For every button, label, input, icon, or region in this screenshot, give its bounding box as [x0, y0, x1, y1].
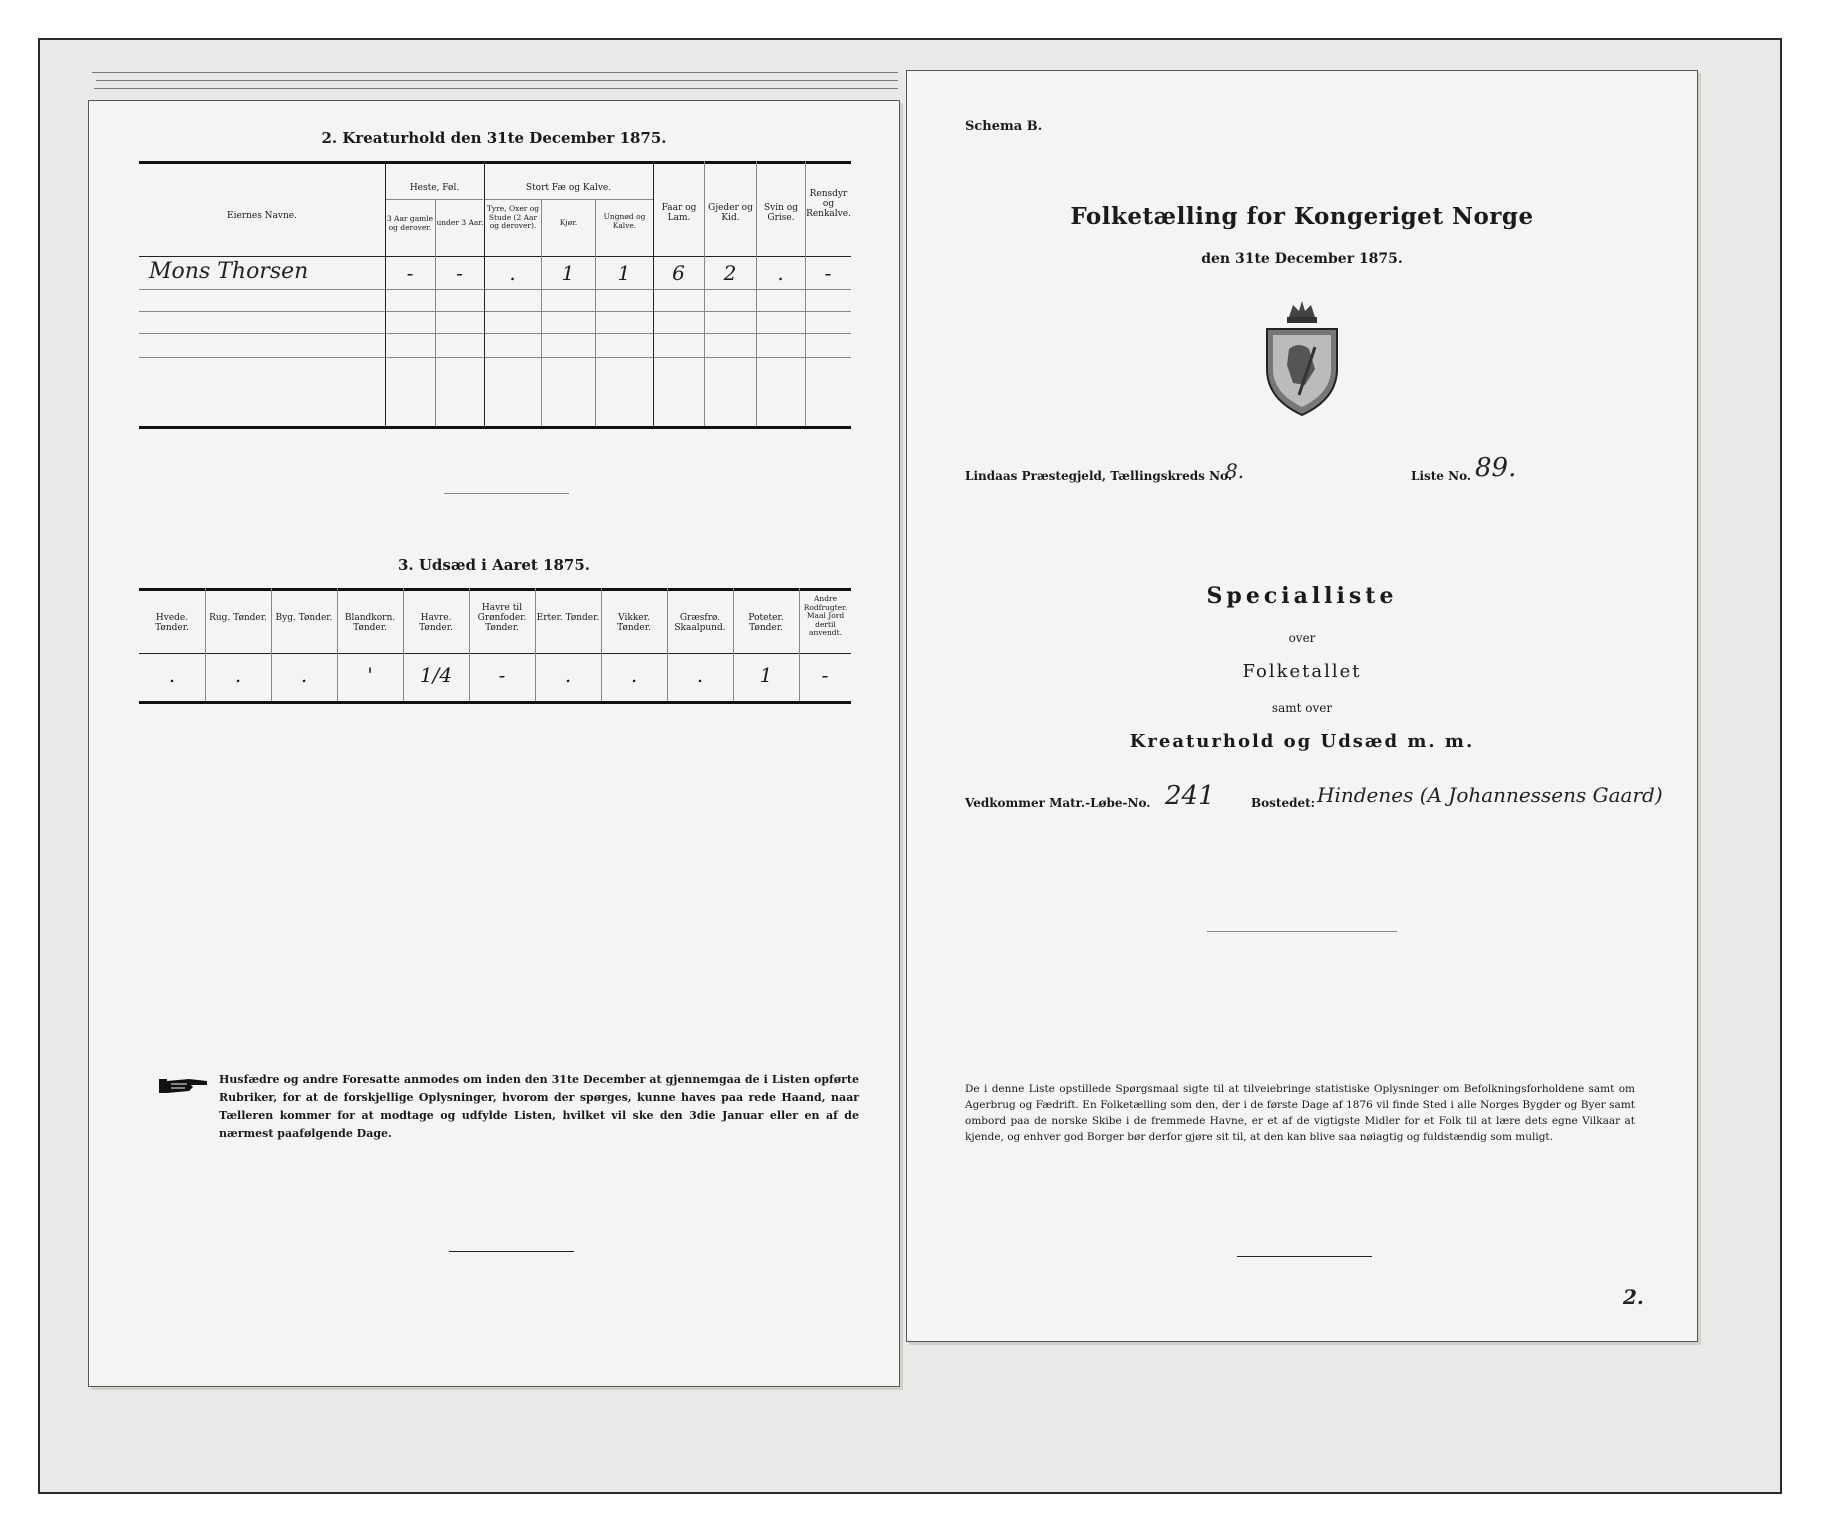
owner-header: Eiernes Navne.: [227, 211, 297, 221]
table-row-line: [139, 289, 851, 290]
sub-header: under 3 Aar.: [436, 218, 484, 227]
udsaed-value: 1/4: [419, 663, 453, 687]
group-rule: [385, 199, 483, 200]
col-line: [541, 199, 542, 426]
census-date: den 31te December 1875.: [1201, 251, 1403, 267]
table-row-line: [139, 311, 851, 312]
kreaturhold-text: Kreaturhold og Udsæd m. m.: [1129, 731, 1475, 752]
kreatur-value: .: [777, 261, 784, 285]
page-edge: [96, 80, 898, 81]
specialliste-title: Specialliste: [1206, 583, 1398, 609]
udsaed-value: -: [498, 663, 506, 687]
kreatur-value: -: [456, 261, 463, 285]
table-row-line: [139, 333, 851, 334]
sub-header: Kjør.: [559, 218, 578, 227]
kreatur-value: 6: [672, 261, 685, 285]
table-rule: [139, 653, 851, 654]
bosted-value: Hindenes (A Johannessens Gaard): [1317, 783, 1663, 807]
separator: [449, 1251, 574, 1252]
udsaed-header: Rug. Tønder.: [209, 613, 267, 623]
liste-label: Liste No.: [1411, 469, 1472, 483]
table-rule: [139, 588, 851, 591]
sub-header: Gjeder og Kid.: [708, 203, 753, 223]
matr-label: Vedkommer Matr.-Løbe-No.: [965, 796, 1151, 810]
udsaed-value: .: [564, 663, 572, 687]
liste-no: 89.: [1475, 453, 1517, 483]
stort-header: Stort Fæ og Kalve.: [525, 183, 612, 193]
udsaed-header: Havre til Grønfoder. Tønder.: [477, 603, 527, 633]
kreatur-value: -: [824, 261, 832, 285]
col-line: [595, 199, 596, 426]
sub-header: Ungnød og Kalve.: [603, 212, 646, 230]
udsaed-header: Vikker. Tønder.: [617, 613, 651, 633]
udsaed-header: Poteter. Tønder.: [748, 613, 784, 633]
over-text: over: [1288, 631, 1316, 645]
udsaed-header: Erter. Tønder.: [536, 613, 600, 623]
owner-name: Mons Thorsen: [149, 259, 309, 284]
col-line: [385, 161, 386, 426]
col-line: [704, 161, 705, 426]
table-row-line: [139, 357, 851, 358]
matr-no: 241: [1165, 781, 1215, 811]
kreatur-value: 2: [723, 261, 737, 285]
udsaed-header: Byg. Tønder.: [275, 613, 333, 623]
coat-of-arms-icon: [1259, 299, 1345, 423]
table-rule: [139, 701, 851, 704]
kreatur-value: -: [406, 261, 414, 285]
col-line: [435, 199, 436, 426]
corner-mark: 2.: [1623, 1285, 1644, 1309]
kreatur-title: 2. Kreaturhold den 31te December 1875.: [321, 129, 667, 147]
sub-header: Rensdyr og Renkalve.: [806, 189, 851, 219]
sub-header: 3 Aar gamle og derover.: [386, 214, 434, 232]
left-page: [88, 100, 900, 1387]
udsaed-header: Havre. Tønder.: [419, 613, 453, 633]
udsaed-value: .: [300, 663, 308, 687]
table-rule: [139, 426, 851, 429]
col-line: [484, 161, 485, 426]
udsaed-value: .: [630, 663, 638, 687]
udsaed-value: -: [821, 663, 829, 687]
prestegjeld-label: Lindaas Præstegjeld, Tællingskreds No.: [965, 469, 1233, 483]
separator: [1207, 931, 1397, 932]
udsaed-header: Græsfrø. Skaalpund.: [674, 613, 726, 633]
heste-header: Heste, Føl.: [409, 183, 460, 193]
sub-header: Faar og Lam.: [661, 203, 697, 223]
census-title: Folketælling for Kongeriget Norge: [1070, 203, 1534, 230]
udsaed-title: 3. Udsæd i Aaret 1875.: [397, 556, 591, 574]
table-rule: [139, 161, 851, 164]
udsaed-header: Andre Rodfrugter. Maal Jord dertil anvendt.: [803, 594, 848, 637]
udsaed-value: .: [234, 663, 242, 687]
udsaed-value: 1: [759, 663, 773, 687]
udsaed-value: .: [168, 663, 176, 687]
udsaed-header: Hvede. Tønder.: [155, 613, 189, 633]
schema-label: Schema B.: [965, 119, 1043, 134]
notice-text: Husfædre og andre Foresatte anmodes om inden den 31te December at gjennemgaa de i Listen opførte Rubriker, for at de forskjellige Oplysninger, hvorom der spørges, kunne haves paa rede Haand, naar Tælleren kommer for at modtage og udfylde Listen, hvilket vil ske den 3die Januar eller en af de nærmest paafølgende Dage.: [219, 1073, 859, 1140]
col-line: [756, 161, 757, 426]
kreds-no: 8.: [1225, 459, 1245, 483]
udsaed-value: ': [367, 663, 373, 687]
udsaed-value: .: [696, 663, 704, 687]
group-rule: [485, 199, 653, 200]
bosted-label: Bostedet:: [1251, 796, 1316, 810]
kreatur-value: 1: [561, 261, 575, 285]
sub-header: Tyre, Oxer og Stude (2 Aar og derover).: [486, 204, 540, 230]
separator: [1237, 1256, 1372, 1257]
col-line: [653, 161, 654, 426]
pointing-hand-icon: [159, 1073, 211, 1101]
page-edge: [94, 88, 898, 89]
separator: [444, 493, 569, 494]
table-rule: [139, 256, 851, 257]
sub-header: Svin og Grise.: [764, 203, 798, 223]
info-paragraph: De i denne Liste opstillede Spørgsmaal sigte til at tilveiebringe statistiske Oplysninger om Befolkningsforholdene samt om Agerbrug og Fædrift. En Folketælling som den, der i de første Dage af 1876 vil finde Sted i alle Norges Bygder og Byer samt ombord paa de norske Skibe i de fremmede Havne, er et af de vigtigste Midler for et Folk til at lære dets egne Vilkaar at kjende, og enhver god Borger bør derfor gjøre sit til, at den kan blive saa nøiagtig og fuldstændig som muligt.: [965, 1083, 1635, 1143]
samt-over-text: samt over: [1271, 701, 1333, 715]
page-edge: [92, 72, 898, 73]
right-page: [906, 70, 1698, 1342]
kreatur-value: .: [509, 261, 516, 285]
folketallet-text: Folketallet: [1242, 661, 1362, 682]
udsaed-header: Blandkorn. Tønder.: [344, 613, 396, 633]
kreatur-value: 1: [617, 261, 631, 285]
